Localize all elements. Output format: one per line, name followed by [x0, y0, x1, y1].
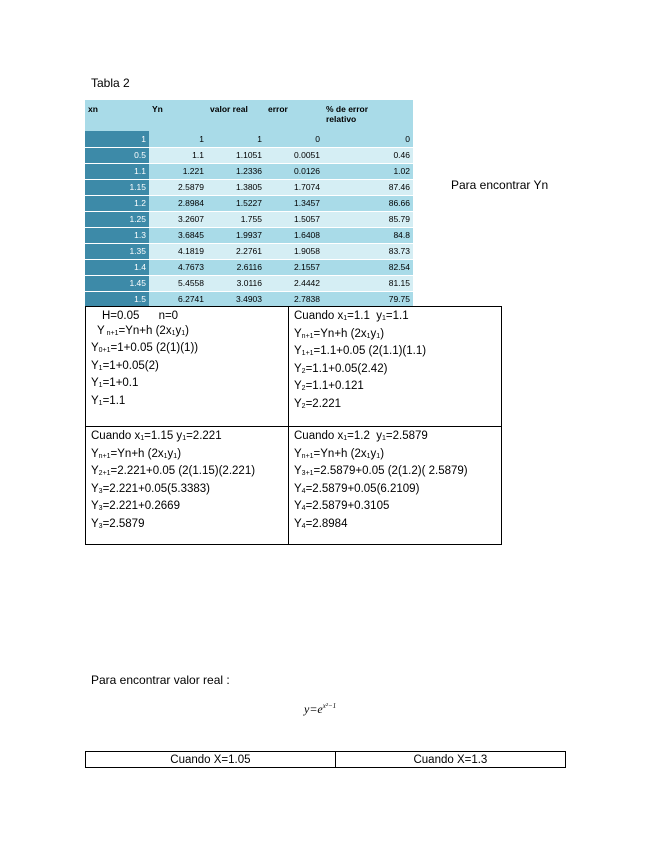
- table-cell: 1.45: [85, 275, 149, 291]
- table-cell: 1: [207, 131, 265, 147]
- header-pct-error-line2: relativo: [326, 114, 357, 124]
- table-cell: 84.8: [323, 227, 413, 243]
- table-cell: 0.5: [85, 147, 149, 163]
- header-pct-error-line1: % de error: [326, 104, 369, 114]
- bottom-cell-1: Cuando X=1.05: [86, 752, 336, 768]
- table-row: [85, 211, 413, 227]
- table-cell: 1.9058: [265, 243, 323, 259]
- calc-line: $Y_4=2.8984$: [294, 517, 348, 530]
- table-row: [85, 195, 413, 211]
- table-cell: 1.755: [207, 211, 265, 227]
- table-cell: 1.5057: [265, 211, 323, 227]
- real-value-caption: Para encontrar valor real :: [91, 673, 230, 687]
- formula-base: y=e: [304, 702, 323, 716]
- formula: [304, 702, 336, 717]
- table-cell: 1.1051: [207, 147, 265, 163]
- calc-line: Y $_{n+1}$=Yn+h $(2x_1y_1)$: [97, 324, 189, 337]
- results-table: [85, 100, 413, 308]
- table-cell: 1: [85, 131, 149, 147]
- header-yn: Yn: [149, 100, 207, 131]
- table-cell: 82.54: [323, 259, 413, 275]
- table-cell: 0: [323, 131, 413, 147]
- calc-box-3: [85, 426, 289, 545]
- calc-line: $Y_2=1.1+0.05(2.42)$: [294, 362, 388, 375]
- table-cell: 1.35: [85, 243, 149, 259]
- table-cell: 3.2607: [149, 211, 207, 227]
- table-cell: 3.6845: [149, 227, 207, 243]
- calc-box-1: [85, 306, 289, 427]
- bottom-cell-2: Cuando X=1.3: [335, 752, 565, 768]
- calc-line: $Y_1=1+0.05(2)$: [91, 359, 159, 372]
- table-cell: 1.221: [149, 163, 207, 179]
- table-cell: 1.15: [85, 179, 149, 195]
- table-cell: 2.5879: [149, 179, 207, 195]
- table-cell: 85.79: [323, 211, 413, 227]
- table-cell: 5.4558: [149, 275, 207, 291]
- header-error: error: [265, 100, 323, 131]
- table-row: [85, 275, 413, 291]
- calc-line: $Y_{2+1}=2.221+0.05$ (2(1.15)(2.221): [91, 465, 256, 478]
- calc-box-2: [288, 306, 502, 427]
- table-cell: 2.2761: [207, 243, 265, 259]
- calc-line: $Y_{3+1}=2.5879+0.05$ (2(1.2)( 2.5879): [294, 465, 468, 478]
- calc-line: $Y_{0+1}=1+0.05$ (2(1)(1)): [91, 342, 199, 355]
- table-caption: Tabla 2: [91, 76, 130, 90]
- table-cell: 1.3457: [265, 195, 323, 211]
- header-valor-real: valor real: [207, 100, 265, 131]
- side-note: Para encontrar Yn: [451, 178, 549, 192]
- table-cell: 0: [265, 131, 323, 147]
- table-cell: 1.2336: [207, 163, 265, 179]
- calc-line: $Y_1=1+0.1$: [91, 377, 139, 390]
- calc-line: $Y_4=2.5879+0.05(6.2109)$: [294, 482, 420, 495]
- table-cell: 83.73: [323, 243, 413, 259]
- calc-line: $Y_{n+1}=Yn+h$ $(2x_1y_1)$: [294, 447, 385, 460]
- table-cell: 1.7074: [265, 179, 323, 195]
- table-cell: 2.1557: [265, 259, 323, 275]
- table-cell: 2.7838: [265, 291, 323, 307]
- table-cell: 4.1819: [149, 243, 207, 259]
- calc-line: $Y_4=2.5879+0.3105$: [294, 500, 390, 513]
- table-cell: 1.2: [85, 195, 149, 211]
- table-cell: 0.0051: [265, 147, 323, 163]
- calc-line: Cuando $x_1=1.1$ $y_1=1.1$: [294, 310, 409, 322]
- formula-exponent: x²−1: [322, 702, 337, 710]
- header-xn: xn: [85, 100, 149, 131]
- table-cell: 1.3805: [207, 179, 265, 195]
- calc-line: $Y_2=1.1+0.121$: [294, 380, 364, 393]
- table-cell: 2.8984: [149, 195, 207, 211]
- calc-line: $Y_{n+1}=Yn+h$ $(2x_1y_1)$: [294, 327, 385, 340]
- table-cell: 3.4903: [207, 291, 265, 307]
- table-cell: 3.0116: [207, 275, 265, 291]
- calc-line: $Y_1=1.1$: [91, 394, 126, 407]
- bottom-table: [85, 751, 566, 768]
- table-cell: 81.15: [323, 275, 413, 291]
- table-cell: 4.7673: [149, 259, 207, 275]
- table-cell: 1.1: [149, 147, 207, 163]
- table-cell: 1.1: [85, 163, 149, 179]
- table-cell: 2.4442: [265, 275, 323, 291]
- table-row: [85, 179, 413, 195]
- calc-line: $Y_{n+1}=Yn+h$ $(2x_1y_1)$: [91, 447, 182, 460]
- calc-line: Cuando $x_1=1.2$ $y_1=2.5879$: [294, 430, 428, 442]
- table-row: [85, 243, 413, 259]
- table-cell: 0.0126: [265, 163, 323, 179]
- table-cell: 87.46: [323, 179, 413, 195]
- calc-line: $Y_3=2.5879$: [91, 517, 145, 530]
- calc-line: $Y_2=2.221$: [294, 397, 342, 410]
- table-cell: 1.5227: [207, 195, 265, 211]
- table-row: [85, 131, 413, 147]
- table-cell: 79.75: [323, 291, 413, 307]
- table-cell: 1.25: [85, 211, 149, 227]
- table-cell: 1.02: [323, 163, 413, 179]
- table-cell: 1.6408: [265, 227, 323, 243]
- calc-line: $Y_{1+1}=1.1+0.05$ (2(1.1)(1.1): [294, 345, 427, 358]
- table-cell: 2.6116: [207, 259, 265, 275]
- table-cell: 6.2741: [149, 291, 207, 307]
- calc-line: $Y_3=2.221+0.05(5.3383)$: [91, 482, 211, 495]
- header-pct-error: [323, 100, 413, 131]
- table-row: [85, 163, 413, 179]
- table-row: [85, 227, 413, 243]
- table-row: [85, 291, 413, 307]
- table-cell: 1: [149, 131, 207, 147]
- calc-line: H=0.05 n=0: [102, 310, 179, 322]
- calc-line: Cuando $x_1=1.15$ $y_1=2.221$: [91, 430, 222, 442]
- table-cell: 1.4: [85, 259, 149, 275]
- table-cell: 0.46: [323, 147, 413, 163]
- table-cell: 1.9937: [207, 227, 265, 243]
- table-row: [85, 147, 413, 163]
- calc-box-4: [288, 426, 502, 545]
- calc-line: $Y_3=2.221+0.2669$: [91, 500, 180, 513]
- table-cell: 1.3: [85, 227, 149, 243]
- table-cell: 86.66: [323, 195, 413, 211]
- table-row: [85, 259, 413, 275]
- table-cell: 1.5: [85, 291, 149, 307]
